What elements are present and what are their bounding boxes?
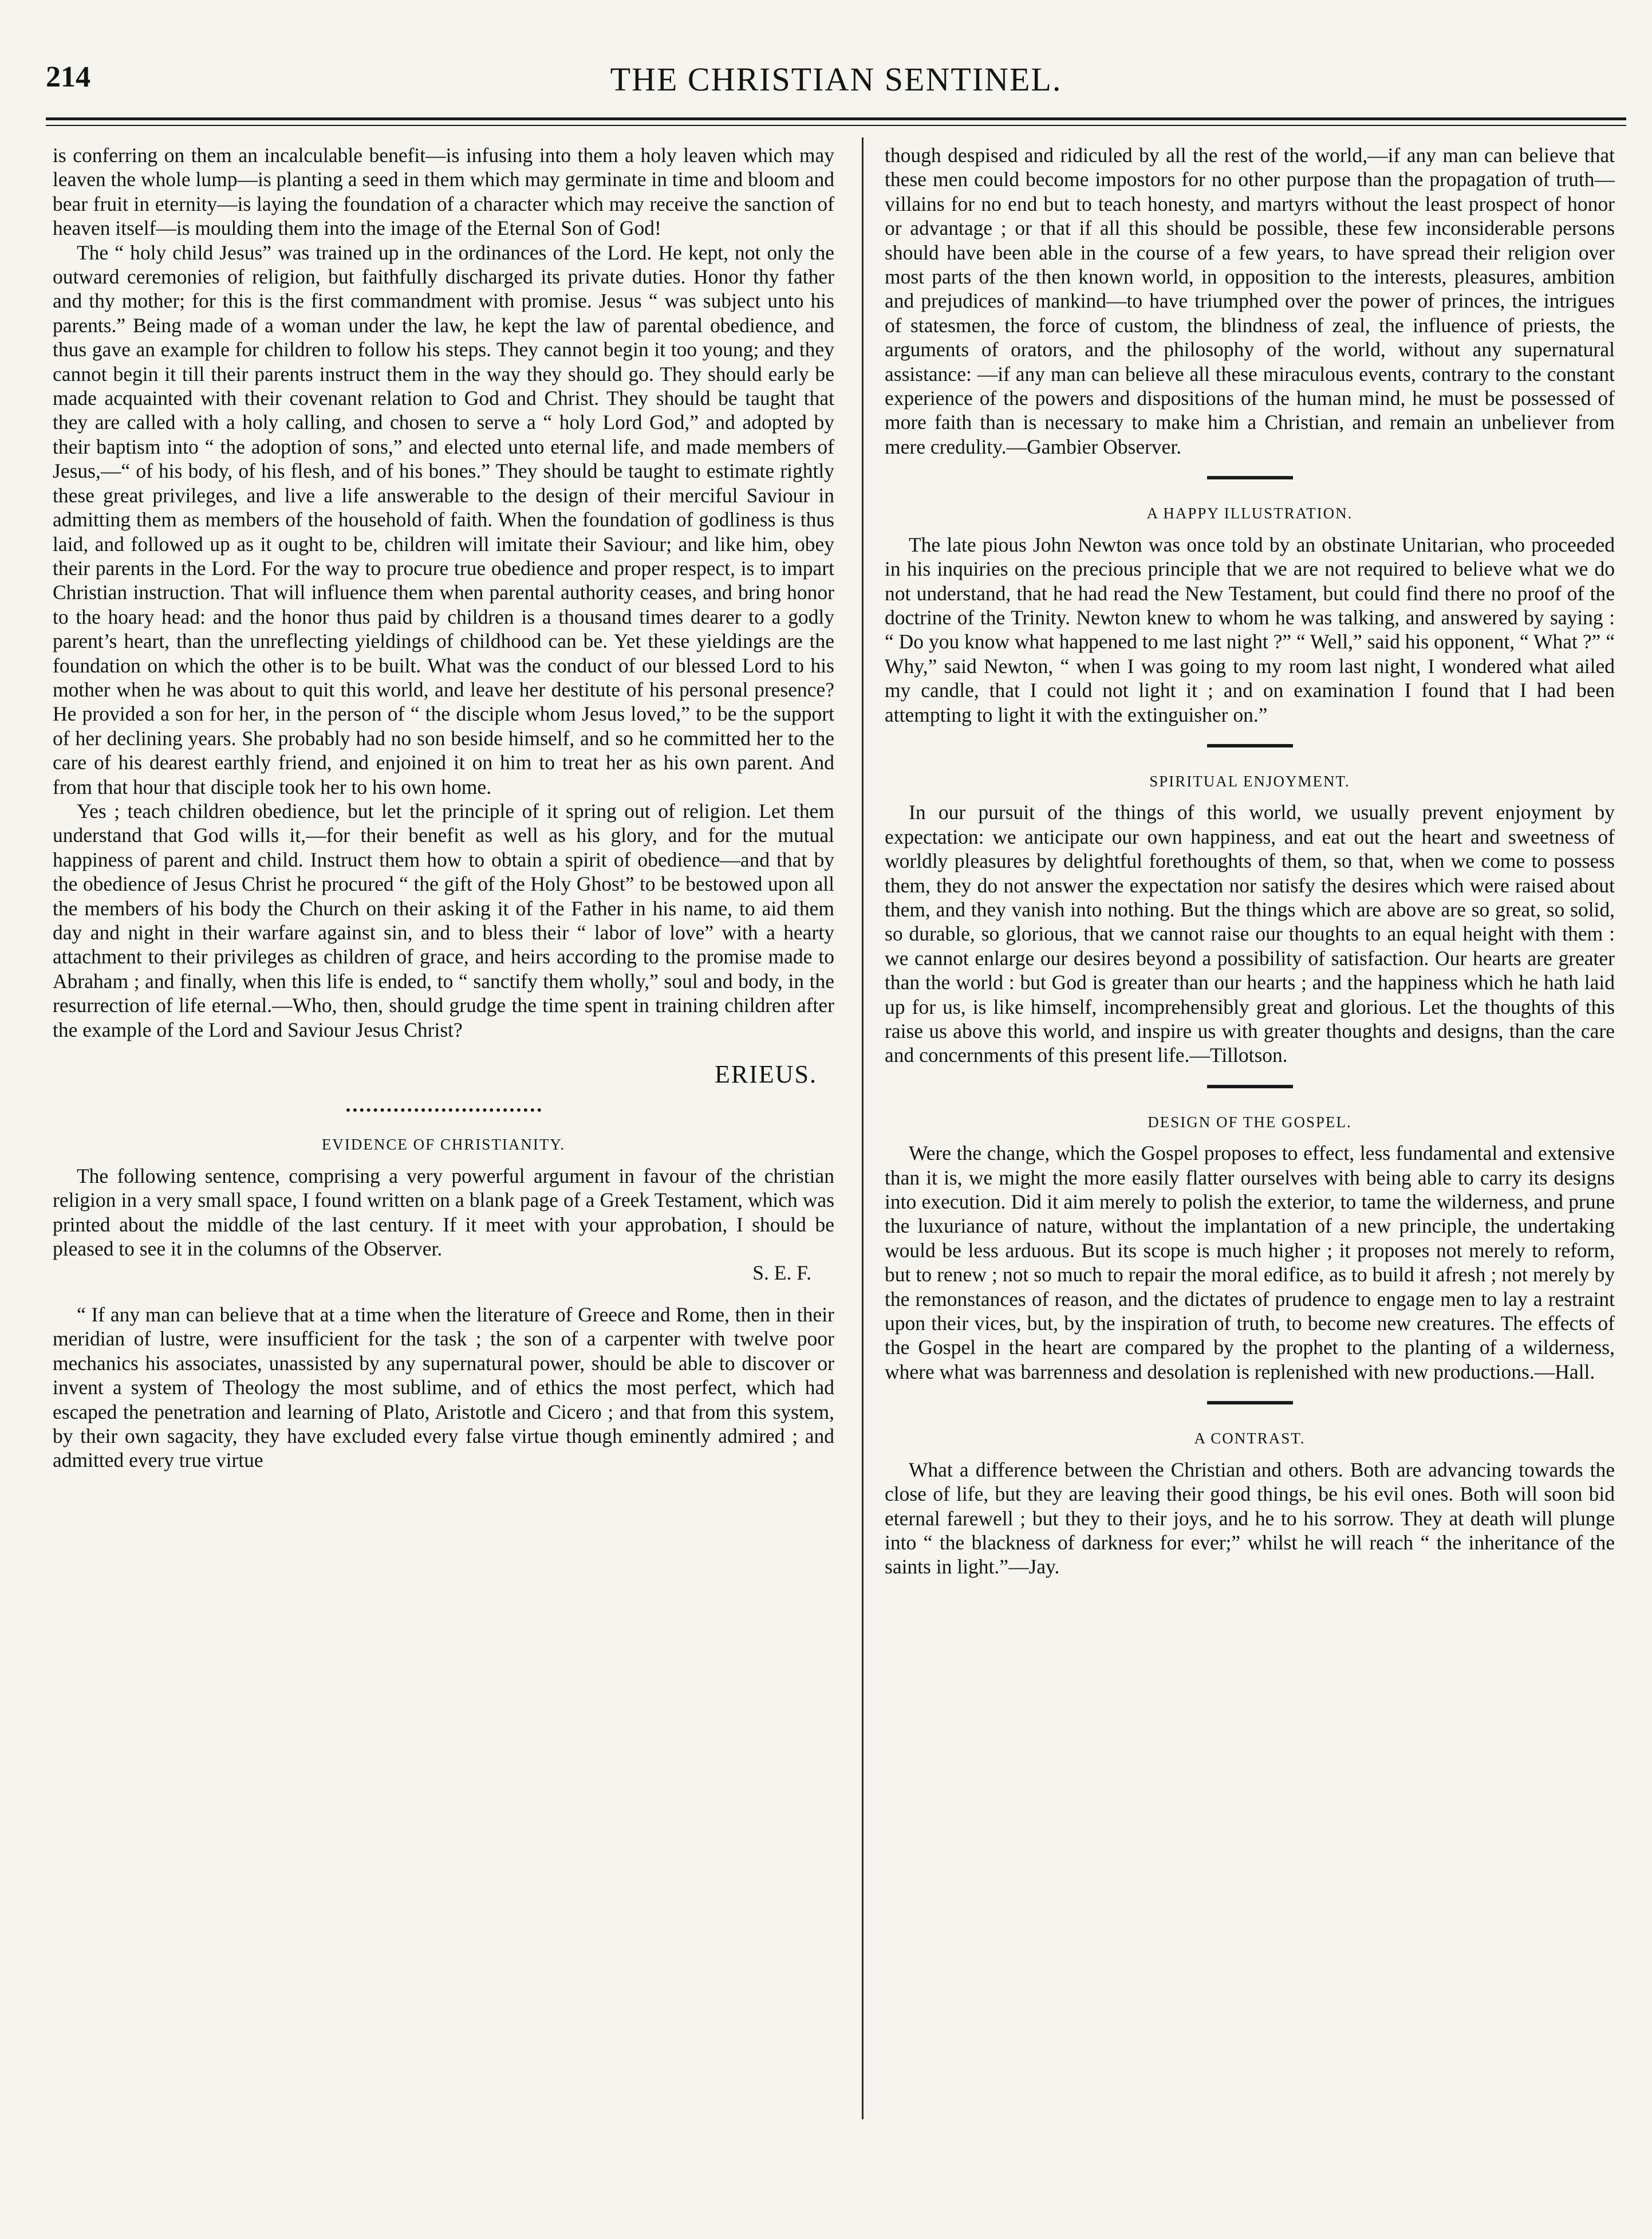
article-paragraph: The “ holy child Jesus” was trained up in the ordinances of the Lord. He kept, not only the outward ceremonies of religion, but faithfully discharged its private duties. Honor thy father and thy mother; for this is the first commandment with promise. Jesus “ was subject unto his parents.” Being made of a woman under the law, he kept the law of parental obedience, and thus gave an example for children to follow his steps. They cannot begin it too young; and they cannot begin it till their parents instruct them in the way they should go. They should early be made acquainted with their covenant relation to God and Christ. They should be taught that they are called with a holy calling, and chosen to serve a “ holy Lord God,” and adopted by their baptism into “ the adoption of sons,” and elected unto eternal life, and made members of Jesus,—“ of his body, of his flesh, and of his bones.” They should be taught to estimate rightly these great privileges, and live a life answerable to the design of their merciful Saviour in admitting them as members of the household of faith. When the foundation of godliness is thus laid, and followed up as it ought to be, children will imitate their Saviour; and like him, obey their parents in the Lord. For the way to procure true obedience and proper respect, is to impart Christian instruction. That will influence them when parental authority ceases, and bring honor to the hoary head: and the honor thus paid by children is a thousand times dearer to a godly parent’s heart, than the unreflecting yieldings of childhood can be. Yet these yieldings are the foundation on which the other is to be built. What was the conduct of our blessed Lord to his mother when he was about to quit this world, and leave her destitute of his personal presence? He provided a son for her, in the person of “ the disciple whom Jesus loved,” to be the support of her declining years. She probably had no son beside himself, and so he committed her to the care of his dearest earthly friend, and enjoined it on him to treat her as his own parent. And from that hour that disciple took her to his own home. [53,241,834,798]
section-title: SPIRITUAL ENJOYMENT. [1149,772,1350,790]
section-divider [1207,1085,1293,1088]
section-title: EVIDENCE OF CHRISTIANITY. [321,1136,566,1154]
right-column [885,143,1615,1579]
column-divider [862,137,864,2119]
masthead-title: THE CHRISTIAN SENTINEL. [610,61,1062,98]
page-header [46,60,1626,112]
section-paragraph: What a difference between the Christian and others. Both are advancing towards the close of life, but they are leaving their good things, be his evil ones. Both will soon bid eternal farewell ; but they to their joys, and he to his sorrow. They at death will plunge into “ the blackness of darkness for ever;” whilst he will reach “ the inheritance of the saints in light.”—Jay. [885,1458,1615,1579]
page-number: 214 [46,61,90,93]
section-divider [346,1100,541,1112]
left-column [53,143,834,1473]
section-title: DESIGN OF THE GOSPEL. [1148,1113,1352,1131]
section-title: A CONTRAST. [1194,1430,1306,1447]
article-author: ERIEUS. [715,1060,817,1089]
section-divider [1207,476,1293,479]
section-paragraph: Were the change, which the Gospel proposes to effect, less fundamental and extensive than it is, we might the more easily flatter ourselves with being able to carry its designs into execution. Did it aim merely to polish the exterior, to tame the wilderness, and prune the luxuriance of nature, without the implantation of a new principle, the undertaking would be less arduous. But its scope is much higher ; it proposes not merely to reform, but to renew ; not so much to repair the moral edifice, as to build it afresh ; not merely by the remonstances of reason, and the dictates of prudence to engage men to lay a restraint upon their vices, but, by the inspiration of truth, to become new creatures. The effects of the Gospel in the heart are compared by the prophet to the planting of a wilderness, where what was barrenness and desolation is replenished with new productions.—Hall. [885,1142,1615,1383]
section-signature: S. E. F. [752,1261,811,1285]
section-paragraph: The late pious John Newton was once told by an obstinate Unitarian, who proceeded in his inquiries on the precious principle that we are not required to believe what we do not understand, that he had read the New Testament, but could find there no proof of the doctrine of the Trinity. Newton knew to whom he was talking, and answered by saying : “ Do you know what happened to me last night ?” “ Well,” said his opponent, “ What ?” “ Why,” said Newton, “ when I was going to my room last night, I wondered what ailed my candle, that I could not light it ; and on examination I found that I had been attempting to light it with the extinguisher on.” [885,533,1615,726]
section-paragraph: The following sentence, comprising a very powerful argument in favour of the christian religion in a very small space, I found written on a blank page of a Greek Testament, which was printed about the middle of the last century. If it meet with your approbation, I should be pleased to see it in the columns of the Observer. [53,1164,834,1261]
section-title: A HAPPY ILLUSTRATION. [1146,505,1353,522]
article-paragraph: is conferring on them an incalculable benefit—is infusing into them a holy leaven which may leaven the whole lump—is planting a seed in them which may germinate in time and bloom and bear fruit in eternity—is laying the foundation of a character which may receive the sanction of heaven itself—is moulding them into the image of the Eternal Son of God! [53,144,834,240]
header-rule [46,117,1626,126]
section-paragraph: In our pursuit of the things of this world, we usually prevent enjoyment by expectation: we anticipate our own happiness, and eat out the heart and sweetness of worldly pleasures by delightful forethoughts of them, so that, when we come to possess them, they do not answer the expectation nor satisfy the desires which were raised about them, and they vanish into nothing. But the things which are above are so great, so solid, so durable, so glorious, that we cannot raise our thoughts to an equal height with them : we cannot enlarge our desires beyond a possibility of satisfaction. Our hearts are greater than the world : but God is greater than our hearts ; and the happiness which he hath laid up for us, is like himself, incomprehensibly great and glorious. Let the thoughts of this raise us above this world, and inspire us with greater thoughts and designs, than the care and concernments of this present life.—Tillotson. [885,801,1615,1067]
article-paragraph: Yes ; teach children obedience, but let the principle of it spring out of religion. Let them understand that God wills it,—for their benefit as well as his glory, and for the mutual happiness of parent and child. Instruct them how to obtain a spirit of obedience—and that by the obedience of Jesus Christ he procured “ the gift of the Holy Ghost” to be bestowed upon all the members of his body the Church on their asking it of the Father in his name, to aid them day and night in their warfare against sin, and to bless their “ labor of love” with a hearty attachment to their privileges as children of grace, and heirs according to the promise made to Abraham ; and finally, when this life is ended, to “ sanctify them wholly,” soul and body, in the resurrection of life eternal.—Who, then, should grudge the time spent in training children after the example of the Lord and Saviour Jesus Christ? [53,799,834,1041]
section-quote-continued: though despised and ridiculed by all the rest of the world,—if any man can believe that these men could become impostors for no other purpose than the propagation of truth—villains for no end but to teach honesty, and martyrs without the least prospect of honor or advantage ; or that if all this should be possible, these few inconsiderable persons should have been able in the course of a few years, to have spread their religion over most parts of the then known world, in opposition to the interests, pleasures, ambition and prejudices of mankind—to have triumphed over the power of princes, the intrigues of statesmen, the force of custom, the blindness of zeal, the influence of priests, the arguments of orators, and the philosophy of the world, without any supernatural assistance: —if any man can believe all these miraculous events, contrary to the constant experience of the powers and dispositions of the human mind, he must be possessed of more faith than is necessary to make him a Christian, and remain an unbeliever from mere credulity.—Gambier Observer. [885,144,1615,458]
section-divider [1207,1401,1293,1404]
section-quote: “ If any man can believe that at a time when the literature of Greece and Rome, then in their meridian of lustre, were insufficient for the task ; the son of a carpenter with twelve poor mechanics his associates, unassisted by any supernatural power, should be able to discover or invent a system of Theology the most sublime, and of ethics the most perfect, which had escaped the penetration and learning of Plato, Aristotle and Cicero ; and that from this system, by their own sagacity, they have excluded every false virtue though eminently admired ; and admitted every true virtue [53,1303,834,1472]
section-divider [1207,744,1293,747]
